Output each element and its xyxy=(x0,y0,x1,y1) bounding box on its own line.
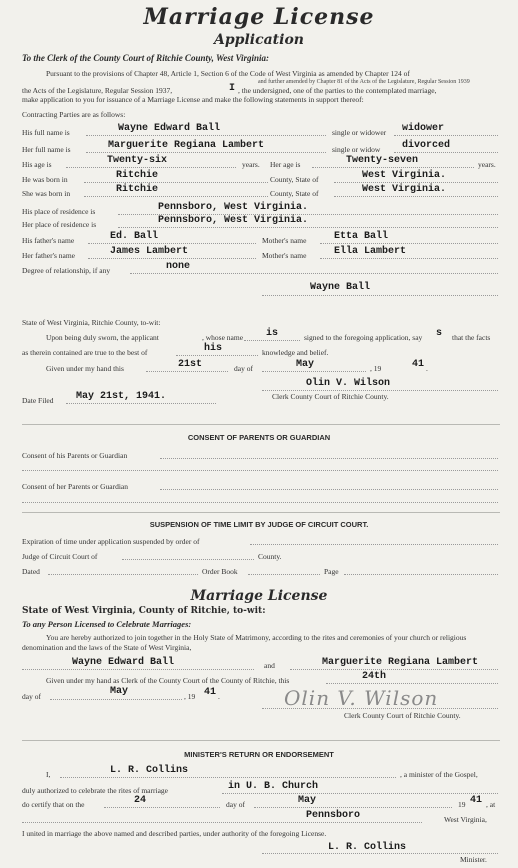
she-born-state-value: West Virginia. xyxy=(362,184,447,195)
divider xyxy=(22,512,500,513)
her-name-label: Her full name is xyxy=(22,145,71,154)
intro-line-2b: , the undersigned, one of the parties to the contemplated marriage, xyxy=(238,86,437,95)
license-to-any: To any Person Licensed to Celebrate Marriages: xyxy=(22,619,192,629)
minister-certify: do certify that on the xyxy=(22,800,85,809)
minister-name: L. R. Collins xyxy=(110,765,189,776)
divider xyxy=(22,424,500,425)
minister-year-prefix: 19 xyxy=(458,800,466,809)
minister-place: Pennsboro xyxy=(306,810,361,821)
license-day-value: 24th xyxy=(362,671,387,682)
suspension-county: County. xyxy=(258,552,282,561)
given-year-end: . xyxy=(426,364,428,373)
therein-b: knowledge and belief. xyxy=(262,348,329,357)
document-subtitle: Application xyxy=(214,32,304,48)
suspension-title: SUSPENSION OF TIME LIMIT BY JUDGE OF CIRCUIT COURT. xyxy=(149,520,369,529)
license-state-line: State of West Virginia, County of Ritchie, to-wit: xyxy=(22,606,266,616)
his-mother-value: Etta Ball xyxy=(334,231,389,242)
license-year-value: 41 xyxy=(204,687,217,698)
oath-clerk-name: Olin V. Wilson xyxy=(306,378,391,389)
county-state-label: County, State of xyxy=(270,175,319,184)
her-name-value: Marguerite Regiana Lambert xyxy=(108,140,265,151)
intro-mark: I xyxy=(229,83,236,94)
license-clerk-title: Clerk County Court of Ritchie County. xyxy=(344,711,461,720)
oath-state-line: State of West Virginia, Ritchie County, to-wit: xyxy=(22,318,161,327)
consent-title: CONSENT OF PARENTS OR GUARDIAN xyxy=(187,433,331,442)
he-born-state-value: West Virginia. xyxy=(362,170,447,181)
minister-of: , a minister of the Gospel, xyxy=(400,770,478,779)
her-age-label: Her age is xyxy=(270,160,301,169)
sworn-b: , whose name xyxy=(202,333,244,342)
single-widow-label: single or widow xyxy=(332,145,381,154)
intro-correction: and further amended by Chapter 81 of the Acts of the Legislature, Regular Session 1939 xyxy=(258,79,470,85)
date-filed-value: May 21st, 1941. xyxy=(76,391,167,402)
consent-his: Consent of his Parents or Guardian xyxy=(22,451,128,460)
minister-signature: L. R. Collins xyxy=(328,842,407,853)
mother-label-2: Mother's name xyxy=(262,251,307,260)
license-bride: Marguerite Regiana Lambert xyxy=(322,657,479,668)
relationship-label: Degree of relationship, if any xyxy=(22,266,111,275)
intro-line-3: make application to you for issuance of a Marriage License and make the following statements in support thereof: xyxy=(22,95,364,104)
his-age-label: His age is xyxy=(22,160,52,169)
license-given: Given under my hand as Clerk of the County Court of the County of Ritchie, this xyxy=(46,676,290,685)
her-age-value: Twenty-seven xyxy=(346,155,419,166)
applicant-signature: Wayne Ball xyxy=(310,282,371,293)
single-widower-label: single or widower xyxy=(332,128,387,137)
minister-label: Minister. xyxy=(460,855,487,864)
license-authorized: You are hereby authorized to join together in the Holy State of Matrimony, according to the rites and ceremonies of your church or religious denomination and the laws of the State of West Virginia, xyxy=(22,633,467,652)
license-and: and xyxy=(264,661,275,670)
therein-a: as therein contained are true to the best of xyxy=(22,348,148,357)
her-status-value: divorced xyxy=(402,140,451,151)
his-age-value: Twenty-six xyxy=(107,155,168,166)
license-day-label: day of xyxy=(22,692,41,701)
his-residence-value: Pennsboro, West Virginia. xyxy=(158,202,309,213)
minister-wv: West Virginia, xyxy=(444,815,487,824)
his-father-value: Ed. Ball xyxy=(110,231,159,242)
he-born-county-value: Ritchie xyxy=(116,170,159,181)
sworn-c: signed to the foregoing application, say xyxy=(304,333,423,342)
suspension-expiration: Expiration of time under application suspended by order of xyxy=(22,537,200,546)
she-born-label: She was born in xyxy=(22,189,71,198)
intro-line-1: Pursuant to the provisions of Chapter 48, Article 1, Section 6 of the Code of West Virginia as amended by Chapter 124 of xyxy=(46,69,410,78)
his-father-label: His father's name xyxy=(22,236,75,245)
minister-day-value: 24 xyxy=(134,795,147,806)
her-residence-value: Pennsboro, West Virginia. xyxy=(158,215,309,226)
minister-church: in U. B. Church xyxy=(228,781,319,792)
given-day-label: day of xyxy=(234,364,253,373)
given-a: Given under my hand this xyxy=(46,364,124,373)
suspension-judge: Judge of Circuit Court of xyxy=(22,552,98,561)
minister-day-label: day of xyxy=(226,800,245,809)
given-year-value: 41 xyxy=(412,359,425,370)
s-value: s xyxy=(436,328,443,339)
county-state-label-2: County, State of xyxy=(270,189,319,198)
intro-line-2: the Acts of the Legislature, Regular Session 1937, xyxy=(22,86,173,95)
minister-i: I, xyxy=(46,770,51,779)
suspension-dated: Dated xyxy=(22,567,40,576)
suspension-page: Page xyxy=(324,567,339,576)
document-title: Marriage License xyxy=(143,4,375,30)
sworn-d: that the facts xyxy=(452,333,491,342)
years-label-2: years. xyxy=(478,160,496,169)
divider xyxy=(22,740,500,741)
her-father-value: James Lambert xyxy=(110,246,189,257)
license-title: Marriage License xyxy=(190,588,328,604)
minister-month-value: May xyxy=(298,795,317,806)
his-status-value: widower xyxy=(402,123,445,134)
minister-year-end: , at xyxy=(486,800,496,809)
license-clerk-signature: Olin V. Wilson xyxy=(284,686,439,710)
given-month-value: May xyxy=(296,359,315,370)
license-groom: Wayne Edward Ball xyxy=(72,657,175,668)
minister-year-value: 41 xyxy=(470,795,483,806)
his-value: his xyxy=(204,343,223,354)
minister-title: MINISTER'S RETURN OR ENDORSEMENT xyxy=(184,750,334,759)
oath-clerk-title: Clerk County Court of Ritchie County. xyxy=(272,392,389,401)
given-day-value: 21st xyxy=(178,359,203,370)
date-filed-label: Date Filed xyxy=(22,396,54,405)
his-name-value: Wayne Edward Ball xyxy=(118,123,221,134)
her-mother-value: Ella Lambert xyxy=(334,246,407,257)
minister-united: I united in marriage the above named and described parties, under authority of the foregoing License. xyxy=(22,829,327,838)
her-residence-label: Her place of residence is xyxy=(22,220,97,229)
consent-her: Consent of her Parents or Guardian xyxy=(22,482,129,491)
given-year-prefix: , 19 xyxy=(370,364,382,373)
addressee: To the Clerk of the County Court of Ritchie County, West Virginia: xyxy=(22,53,270,63)
she-born-county-value: Ritchie xyxy=(116,184,159,195)
her-father-label: Her father's name xyxy=(22,251,75,260)
mother-label: Mother's name xyxy=(262,236,307,245)
years-label: years. xyxy=(242,160,260,169)
his-residence-label: His place of residence is xyxy=(22,207,96,216)
contracting-parties: Contracting Parties are as follows: xyxy=(22,110,126,119)
suspension-order-book: Order Book xyxy=(202,567,238,576)
license-year-prefix: , 19 xyxy=(184,692,196,701)
sworn-a: Upon being duly sworn, the applicant xyxy=(46,333,159,342)
his-name-label: His full name is xyxy=(22,128,70,137)
is-value: is xyxy=(266,328,279,339)
license-month-value: May xyxy=(110,686,129,697)
license-year-end: . xyxy=(218,692,220,701)
he-born-label: He was born in xyxy=(22,175,68,184)
relationship-value: none xyxy=(166,261,191,272)
minister-duly: duly authorized to celebrate the rites of marriage xyxy=(22,786,168,795)
